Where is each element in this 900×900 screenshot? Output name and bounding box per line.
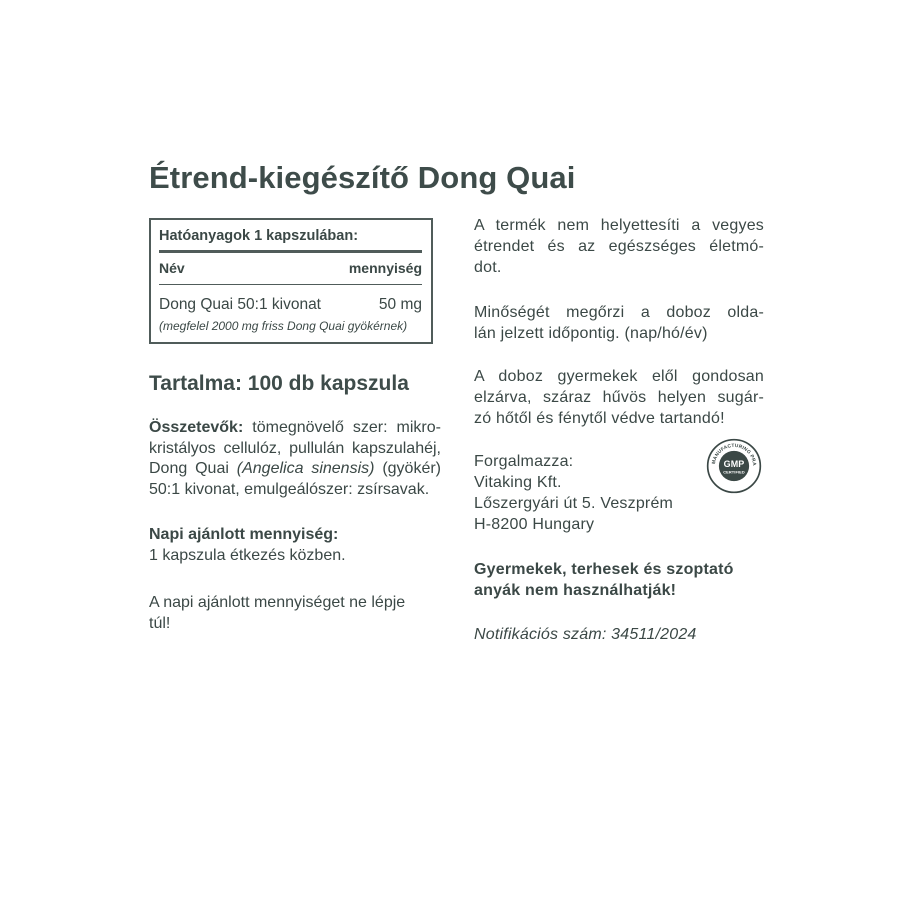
overdose-line-1: A napi ajánlott mennyiséget ne lépje (149, 594, 406, 612)
active-ingredients-table (149, 218, 433, 344)
ingredients-block (149, 418, 441, 501)
table-col-name: Név (159, 260, 185, 276)
ingredients-line-1: Összetevők: tömegnövelő szer: mikro- (149, 419, 441, 436)
table-row-amount: 50 mg (378, 296, 422, 313)
table-rule-thin (159, 284, 422, 285)
left-column (149, 218, 441, 635)
ingredients-label: Összetevők: (149, 419, 244, 436)
daily-dose-label: Napi ajánlott mennyiség: (149, 525, 339, 543)
content-heading: Tartalma: 100 db kapszula (149, 372, 409, 395)
substitute-notice: A termék nem helyettesíti a vegyes étrendet és az egészséges életmó- dot. (474, 217, 764, 276)
gmp-certified-badge-icon (706, 438, 762, 494)
ingredients-line-2: kristályos cellulóz, pullulán kapszulahéj, (149, 439, 441, 457)
page-title: Étrend-kiegészítő Dong Quai (149, 160, 576, 195)
table-header-row (159, 259, 422, 277)
table-row-name: Dong Quai 50:1 kivonat (159, 296, 321, 313)
ingredients-line-3: Dong Quai (Angelica sinensis) (gyökér) (149, 460, 442, 478)
ingredients-line-4: 50:1 kivonat, emulgeálószer: zsírsavak. (149, 481, 430, 499)
daily-dose-text: 1 kapszula étkezés közben. (149, 546, 346, 564)
restriction-warning: Gyermekek, terhesek és szoptató anyák nem használhatják! (474, 561, 734, 599)
notification-number: Notifikációs szám: 34511/2024 (474, 626, 697, 643)
distributor-label: Forgalmazza: (474, 453, 574, 470)
distributor-street: Lőszergyári út 5. Veszprém (474, 495, 674, 512)
best-before-notice: Minőségét megőrzi a doboz olda- lán jelzett időpontig. (nap/hó/év) (474, 304, 764, 342)
overdose-warning (149, 593, 441, 634)
distributor-name: Vitaking Kft. (474, 474, 562, 491)
table-row (159, 295, 422, 315)
distributor-block (474, 443, 764, 535)
latin-name: (Angelica sinensis) (236, 460, 375, 478)
storage-notice: A doboz gyermekek elől gondosan elzárva, száraz hűvös helyen sugár- zó hőtől és fénytől védve tartandó! (474, 368, 764, 427)
gmp-ring-text: MANUFACTURING PRA (711, 443, 757, 467)
distributor-country: H-8200 Hungary (474, 516, 595, 533)
table-heading: Hatóanyagok 1 kapszulában: (159, 228, 359, 244)
overdose-line-2: túl! (149, 614, 171, 632)
daily-dose-block (149, 525, 441, 566)
table-note: (megfelel 2000 mg friss Dong Quai gyökérnek) (159, 319, 408, 333)
table-rule-thick (159, 250, 422, 253)
gmp-sub-text: CERTIFIED (723, 469, 745, 475)
right-column (474, 215, 764, 645)
table-col-amount: mennyiség (348, 260, 422, 276)
gmp-main-text: GMP (723, 459, 745, 470)
